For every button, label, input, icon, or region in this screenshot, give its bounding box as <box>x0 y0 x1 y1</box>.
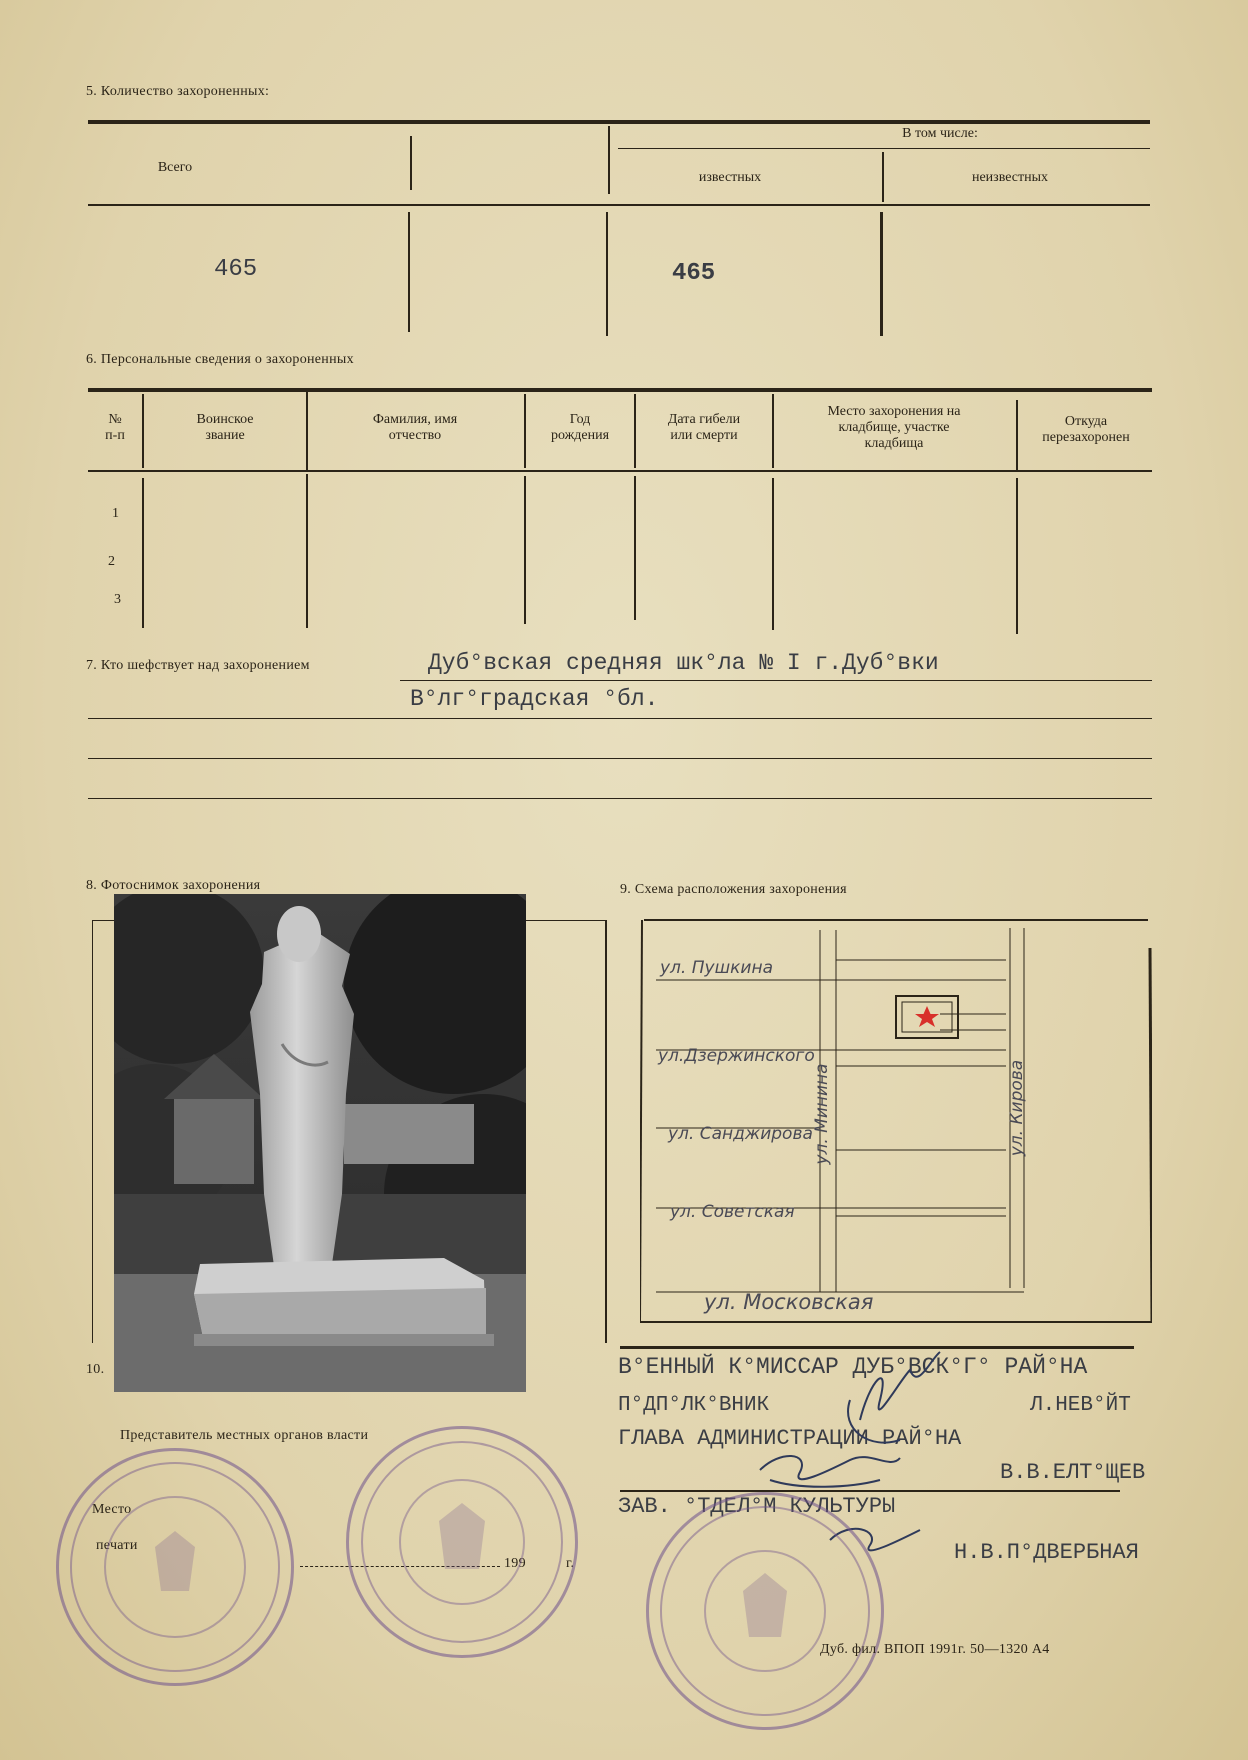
table5-top-rule <box>88 120 1150 124</box>
section6-title: 6. Персональные сведения о захороненных <box>86 352 354 367</box>
memorial-photo <box>114 894 526 1392</box>
row-number-1: 1 <box>112 506 119 521</box>
location-scheme <box>640 918 1152 1338</box>
table5-divider <box>880 212 883 336</box>
table6-top-rule <box>88 388 1152 392</box>
section5-title: 5. Количество захороненных: <box>86 84 270 99</box>
street-sandzhirova: ул. Санджирова <box>668 1124 813 1144</box>
header-death-date: Дата гибели или смерти <box>667 412 741 443</box>
section7-title: 7. Кто шефствует над захоронением <box>86 658 310 673</box>
row-number-2: 2 <box>108 554 115 569</box>
header-rank: Воинское звание <box>196 412 254 443</box>
table6-divider <box>772 394 774 468</box>
memorial-star-icon <box>915 1006 939 1027</box>
place-label: Место <box>92 1502 132 1517</box>
year-suffix: г. <box>566 1556 575 1571</box>
district-seal-stamp <box>56 1448 294 1686</box>
signature-line-4: В.В.ЕЛТ°ЩЕВ <box>1000 1460 1146 1485</box>
section9-title: 9. Схема расположения захоронения <box>620 882 847 897</box>
table5-divider <box>410 136 412 190</box>
section7-rule <box>400 680 1152 681</box>
table6-divider <box>524 476 526 624</box>
known-buried-value: 465 <box>672 260 716 287</box>
signature-line-2-right: Л.НЕВ°ЙТ <box>1030 1394 1131 1417</box>
street-dzerzhinskogo: ул.Дзержинского <box>658 1046 815 1066</box>
table6-divider <box>524 394 526 468</box>
table6-divider <box>306 474 308 628</box>
administration-seal-stamp <box>346 1426 578 1658</box>
table6-divider <box>142 478 144 628</box>
representative-label: Представитель местных органов власти <box>120 1428 369 1443</box>
table5-header-rule <box>88 204 1150 206</box>
patron-line-2: В°лг°градская °бл. <box>410 686 659 712</box>
table6-divider <box>634 476 636 620</box>
col-total-header: Всего <box>157 160 193 175</box>
header-number: № п-п <box>105 412 125 443</box>
table5-divider <box>408 212 410 332</box>
header-full-name: Фамилия, имя отчество <box>372 412 458 443</box>
street-sovetskaya: ул. Советская <box>670 1202 795 1222</box>
section7-rule <box>88 798 1152 799</box>
section7-rule <box>88 718 1152 719</box>
signature-line-3: ГЛАВА АДМИНИСТРАЦИИ РАЙ°НА <box>618 1426 962 1451</box>
street-minina: ул. Минина <box>812 1063 832 1165</box>
street-pushkina: ул. Пушкина <box>660 958 773 978</box>
total-buried-value: 465 <box>214 256 258 283</box>
print-info: Дуб. фил. ВПОП 1991г. 50—1320 А4 <box>820 1642 1050 1657</box>
seal-label: печати <box>96 1538 138 1553</box>
signature-line-2-left: П°ДП°ЛК°ВНИК <box>618 1394 770 1417</box>
section10-number: 10. <box>86 1362 105 1377</box>
signature-line-1: В°ЕННЫЙ К°МИССАР ДУБ°ВСК°Г° РАЙ°НА <box>618 1354 1088 1380</box>
col-known-header: известных <box>698 170 762 185</box>
year-value: 199 <box>504 1556 526 1571</box>
signature-line-5: ЗАВ. °ТДЕЛ°М КУЛЬТУРЫ <box>618 1494 896 1519</box>
col-unknown-header: неизвестных <box>971 170 1049 185</box>
table5-subheader-rule <box>618 148 1150 149</box>
header-birth-year: Год рождения <box>550 412 610 443</box>
table6-divider <box>1016 478 1018 634</box>
patron-line-1: Дуб°вская средняя шк°ла № I г.Дуб°вки <box>428 650 939 676</box>
table6-divider <box>772 478 774 630</box>
table6-header-rule <box>88 470 1152 472</box>
street-moskovskaya: ул. Московская <box>704 1290 874 1314</box>
section8-title: 8. Фотоснимок захоронения <box>86 878 261 893</box>
header-reburied-from: Откуда перезахоронен <box>1042 414 1130 445</box>
header-burial-place: Место захоронения на кладбище, участке кладбища <box>827 404 961 451</box>
table5-divider <box>606 212 608 336</box>
table5-divider <box>608 126 610 194</box>
street-kirova: ул. Кирова <box>1007 1059 1027 1157</box>
table6-divider <box>306 392 308 470</box>
section7-rule <box>88 758 1152 759</box>
table6-divider <box>634 394 636 468</box>
col-including-header: В том числе: <box>902 126 978 141</box>
culture-department-seal-stamp <box>646 1492 884 1730</box>
row-number-3: 3 <box>114 592 121 607</box>
table6-divider <box>1016 400 1018 470</box>
table5-divider <box>882 152 884 202</box>
table6-divider <box>142 394 144 468</box>
signature-line-6: Н.В.П°ДВЕРБНАЯ <box>954 1540 1139 1565</box>
